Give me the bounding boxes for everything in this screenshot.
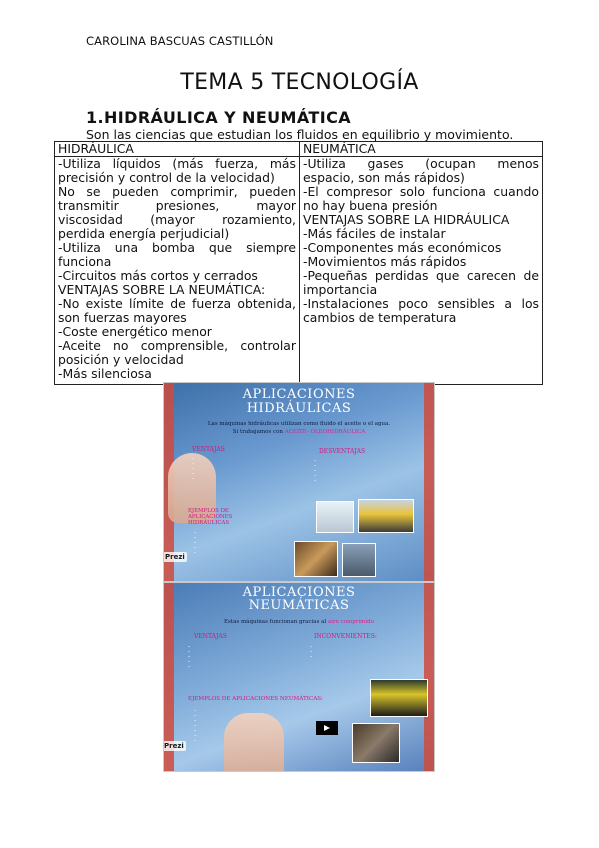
slide-title-line1: APLICACIONES [242, 387, 356, 402]
slide-text-highlight: ACEITE- OLEOHIDRÁULICA [284, 429, 366, 435]
comparison-table [54, 141, 543, 385]
neumatica-line: -Componentes más económicos [303, 240, 502, 255]
slide-bullets [314, 459, 414, 484]
hidraulica-line: -Más silenciosa [58, 366, 152, 381]
slide-text-prefix: Si trabajamos con [232, 429, 283, 435]
bus-photo [370, 679, 428, 717]
hidraulica-line: -No existe límite de fuerza obtenida, son fuerzas mayores [58, 296, 296, 325]
page-title: TEMA 5 TECNOLOGÍA [180, 70, 419, 95]
hidraulica-line: VENTAJAS SOBRE LA NEUMÁTICA: [58, 282, 266, 297]
hidraulica-line: -Utiliza una bomba que siempre funciona [58, 240, 296, 269]
slide-heading-desventajas: DESVENTAJAS [319, 448, 366, 455]
slide-title-line2: NEUMÁTICAS [248, 598, 350, 613]
author-name: CAROLINA BASCUAS CASTILLÓN [86, 34, 274, 48]
neumatica-line: VENTAJAS SOBRE LA HIDRÁULICA [303, 212, 510, 227]
table-header-row [55, 142, 543, 157]
neumatica-line: -Pequeñas perdidas que carecen de importancia [303, 268, 539, 297]
video-play-icon[interactable] [316, 721, 338, 735]
table-row [55, 157, 543, 385]
slide-hidraulicas [163, 382, 435, 582]
hidraulica-line: No se pueden comprimir, pueden transmitir presiones, mayor viscosidad (mayor rozamiento, perdida energía perjudicial) [58, 184, 296, 241]
slide-text [164, 429, 434, 435]
slide-bullets [194, 709, 304, 744]
neumatica-line: -Instalaciones poco sensibles a los cambios de temperatura [303, 296, 539, 325]
hidraulica-line: -Aceite no comprensible, controlar posición y velocidad [58, 338, 296, 367]
slide-bullets [310, 645, 420, 660]
prezi-logo: Prezi [165, 553, 185, 561]
neumatica-line: -Movimientos más rápidos [303, 254, 467, 269]
section-intro: Son las ciencias que estudian los fluidos en equilibrio y movimiento. [86, 127, 514, 142]
neumatica-line: -El compresor solo funciona cuando no hay buena presión [303, 184, 539, 213]
hidraulica-line: -Circuitos más cortos y cerrados [58, 268, 258, 283]
press-photo [342, 543, 376, 577]
hidraulica-line: -Coste energético menor [58, 324, 212, 339]
slide-heading-ejemplos: EJEMPLOS DE APLICACIONES NEUMÁTICAS: [188, 696, 323, 702]
hidraulica-line: -Utiliza líquidos (más fuerza, más precisión y control de la velocidad) [58, 156, 296, 185]
slide-bullets [188, 645, 298, 670]
section-heading: 1.HIDRÁULICA Y NEUMÁTICA [86, 108, 352, 127]
slide-title-line1: APLICACIONES [242, 585, 356, 600]
machine-photo [294, 541, 338, 577]
neumatica-line: -Utiliza gases (ocupan menos espacio, son más rápidos) [303, 156, 539, 185]
worker-photo [352, 723, 400, 763]
prezi-logo: Prezi [164, 742, 184, 750]
slide-heading-ventajas: VENTAJAS [192, 446, 225, 453]
slide-text [164, 619, 434, 625]
slide-bullets [194, 531, 304, 556]
header-hidraulica: HIDRÁULICA [55, 142, 300, 157]
slide-heading-ejemplos: EJEMPLOS DE APLICACIONES HIDRÁULICAS [188, 508, 233, 526]
crane-photo [316, 501, 354, 533]
slide-heading-inconvenientes: INCONVENIENTES: [314, 633, 377, 640]
cell-neumatica [300, 157, 543, 385]
cell-hidraulica [55, 157, 300, 385]
slide-neumaticas [163, 582, 435, 772]
loader-photo [358, 499, 414, 533]
neumatica-line: -Más fáciles de instalar [303, 226, 446, 241]
slide-text: Las máquinas hidráulicas utilizan como fluido el aceite o el agua. [207, 421, 391, 427]
slide-title-line2: HIDRÁULICAS [246, 401, 352, 416]
slide-text-highlight: aire comprimido [327, 619, 374, 625]
slide-bullets [192, 457, 292, 482]
slide-heading-ventajas: VENTAJAS [194, 633, 227, 640]
header-neumatica: NEUMÁTICA [300, 142, 543, 157]
slide-text-prefix: Estas máquinas funcionan gracias al [224, 619, 327, 625]
